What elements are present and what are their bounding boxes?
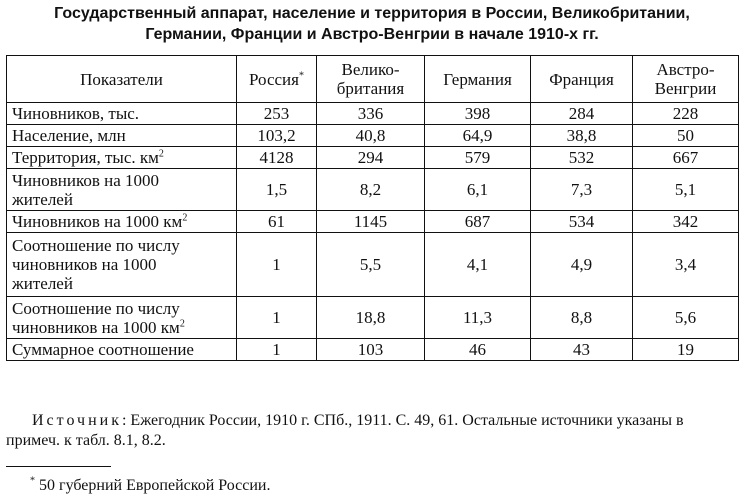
- table-row: [7, 147, 739, 169]
- header-britain-line-1: Велико-: [341, 60, 400, 79]
- row-label-line: [12, 148, 230, 167]
- header-indicators: Показатели: [7, 56, 237, 103]
- superscript: 2: [179, 317, 185, 329]
- table-cell: 4,9: [531, 233, 633, 297]
- table-cell: 38,8: [531, 125, 633, 147]
- table-cell: 1145: [317, 211, 425, 233]
- row-label-line: [12, 126, 230, 145]
- table-title: [0, 3, 744, 45]
- table-cell: 61: [237, 211, 317, 233]
- source-note: [6, 411, 738, 451]
- table-cell: 1: [237, 297, 317, 339]
- table-cell: 19: [633, 339, 739, 361]
- table-cell: 534: [531, 211, 633, 233]
- row-label-text: Соотношение по числу: [12, 236, 180, 255]
- row-label-text: чиновников на 1000 км: [12, 317, 180, 337]
- row-label-line: [12, 318, 230, 337]
- table-row: [7, 297, 739, 339]
- footnote-mark: *: [298, 69, 304, 81]
- table-cell: 40,8: [317, 125, 425, 147]
- table-cell: 5,1: [633, 169, 739, 211]
- table-cell: 342: [633, 211, 739, 233]
- header-france: Франция: [531, 56, 633, 103]
- row-label-text: Чиновников, тыс.: [12, 104, 140, 123]
- table-cell: 103: [317, 339, 425, 361]
- row-label-line: [12, 299, 230, 318]
- row-label: [7, 147, 237, 169]
- row-label-line: [12, 255, 230, 274]
- row-label-line: [12, 236, 230, 255]
- table-cell: 5,5: [317, 233, 425, 297]
- row-label-text: Соотношение по числу: [12, 298, 180, 318]
- row-label: [7, 339, 237, 361]
- footnote: [30, 476, 270, 496]
- table-cell: 687: [425, 211, 531, 233]
- table-cell: 284: [531, 103, 633, 125]
- table-cell: 336: [317, 103, 425, 125]
- footnote-asterisk: *: [30, 475, 35, 487]
- table-body: [7, 103, 739, 361]
- row-label-text: жителей: [12, 189, 73, 209]
- header-russia: [237, 56, 317, 103]
- table-cell: 1,5: [237, 169, 317, 211]
- row-label: [7, 297, 237, 339]
- superscript: 2: [182, 212, 188, 224]
- source-label: Источник: [32, 412, 122, 429]
- row-label: [7, 211, 237, 233]
- table-row: [7, 233, 739, 297]
- table-cell: 4,1: [425, 233, 531, 297]
- table-row: [7, 103, 739, 125]
- table-cell: 46: [425, 339, 531, 361]
- row-label: [7, 169, 237, 211]
- row-label-line: [12, 274, 230, 293]
- row-label-line: [12, 190, 230, 209]
- row-label-line: [12, 212, 230, 231]
- header-austria-line-2: Венгрии: [654, 79, 717, 98]
- table-cell: 8,8: [531, 297, 633, 339]
- table-cell: 7,3: [531, 169, 633, 211]
- header-austria-line-1: Австро-: [656, 60, 715, 79]
- row-label-line: [12, 104, 230, 123]
- row-label-text: Территория, тыс. км: [12, 148, 159, 167]
- table-cell: 11,3: [425, 297, 531, 339]
- table-cell: 1: [237, 233, 317, 297]
- table-cell: 398: [425, 103, 531, 125]
- table-cell: 50: [633, 125, 739, 147]
- footnote-divider: [6, 466, 111, 467]
- source-text: : Ежегодник России, 1910 г. СПб., 1911. С. 49, 61. Остальные источники указаны в примеч. к табл. 8.1, 8.2.: [6, 412, 684, 449]
- table-cell: 294: [317, 147, 425, 169]
- table-cell: 43: [531, 339, 633, 361]
- header-germany: Германия: [425, 56, 531, 103]
- table-cell: 103,2: [237, 125, 317, 147]
- table-cell: 4128: [237, 147, 317, 169]
- row-label-text: Чиновников на 1000 км: [12, 212, 183, 231]
- title-line-1: Государственный аппарат, население и территория в России, Великобритании,: [54, 5, 690, 22]
- table-header-row: [7, 56, 739, 103]
- footnote-text: 50 губерний Европейской России.: [35, 477, 271, 494]
- row-label-text: Суммарное соотношение: [12, 340, 194, 359]
- table-row: [7, 125, 739, 147]
- table-cell: 228: [633, 103, 739, 125]
- row-label-line: [12, 340, 230, 359]
- table-row: [7, 169, 739, 211]
- row-label-line: [12, 171, 230, 190]
- row-label-text: жителей: [12, 274, 73, 293]
- row-label: [7, 233, 237, 297]
- row-label: [7, 125, 237, 147]
- header-britain: [317, 56, 425, 103]
- table-cell: 3,4: [633, 233, 739, 297]
- statistics-table: [6, 55, 739, 361]
- table-cell: 6,1: [425, 169, 531, 211]
- header-russia-label: Россия: [249, 69, 299, 89]
- table-row: [7, 339, 739, 361]
- table-cell: 532: [531, 147, 633, 169]
- row-label-text: Чиновников на 1000: [12, 170, 160, 190]
- table-cell: 64,9: [425, 125, 531, 147]
- title-line-2: Германии, Франции и Австро-Венгрии в начале 1910-х гг.: [145, 26, 599, 43]
- table-cell: 1: [237, 339, 317, 361]
- table-cell: 18,8: [317, 297, 425, 339]
- table-row: [7, 211, 739, 233]
- superscript: 2: [158, 148, 164, 160]
- row-label-text: Население, млн: [12, 126, 126, 145]
- row-label-text: чиновников на 1000: [12, 255, 157, 274]
- row-label: [7, 103, 237, 125]
- table-cell: 253: [237, 103, 317, 125]
- table-cell: 579: [425, 147, 531, 169]
- table-cell: 5,6: [633, 297, 739, 339]
- table-cell: 8,2: [317, 169, 425, 211]
- header-austria: [633, 56, 739, 103]
- header-britain-line-2: британия: [336, 79, 405, 98]
- table-cell: 667: [633, 147, 739, 169]
